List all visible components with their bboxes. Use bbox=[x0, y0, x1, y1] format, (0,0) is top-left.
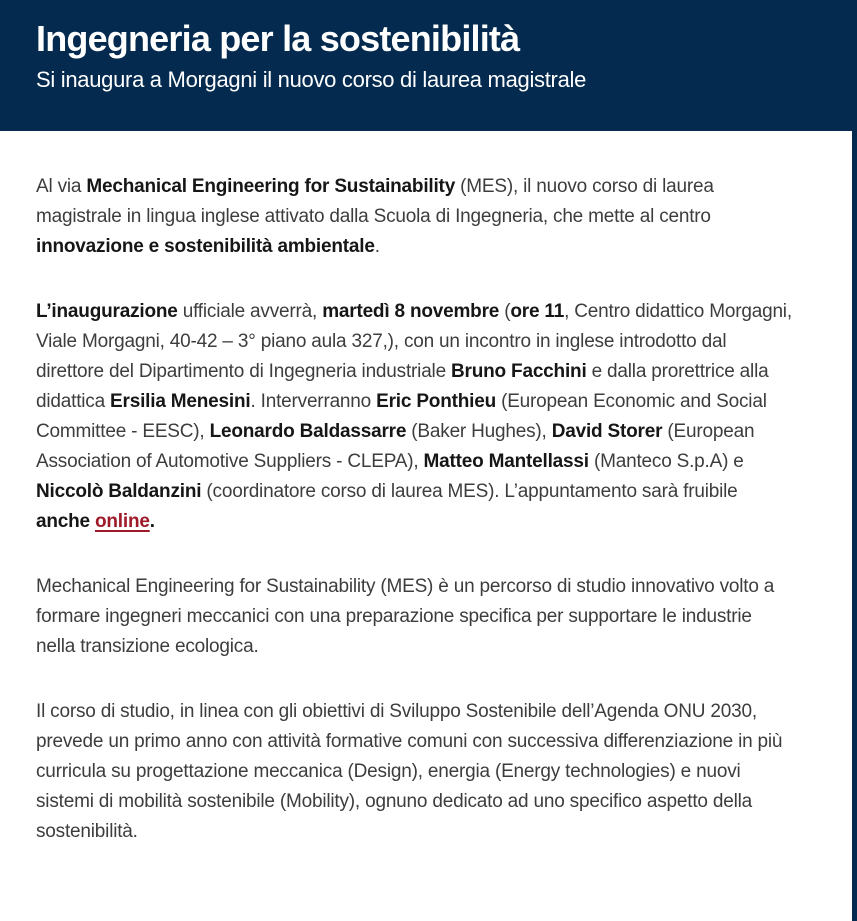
right-edge-accent bbox=[852, 0, 857, 921]
text-run: . bbox=[374, 236, 380, 257]
bold-text: Niccolò Baldanzini bbox=[36, 481, 202, 502]
page-title: Ingegneria per la sostenibilità bbox=[36, 18, 520, 59]
bold-text: . bbox=[149, 511, 155, 532]
text-run: (MES), il nuovo corso di laurea magistrale in lingua inglese attivato dalla Scuola di Ingegneria, che mette al centro bbox=[36, 176, 714, 227]
text-run: , Centro didattico Morgagni, Viale Morgagni, 40-42 – 3° piano aula 327,), con un incontro in inglese introdotto dal direttore del Dipartimento di Ingegneria industriale bbox=[36, 301, 792, 382]
bold-text: L’inaugurazione bbox=[36, 301, 178, 322]
text-run: (European Economic and Social Committee - EESC), bbox=[36, 391, 767, 442]
text-run: ufficiale avverrà, bbox=[177, 301, 323, 322]
text-run: (Baker Hughes), bbox=[406, 421, 552, 442]
text-run: (Manteco S.p.A) e bbox=[588, 451, 744, 472]
text-run: e dalla prorettrice alla didattica bbox=[36, 361, 769, 412]
text-run: . Interverranno bbox=[250, 391, 377, 412]
bold-text: Bruno Facchini bbox=[451, 361, 587, 382]
article-body bbox=[0, 131, 830, 847]
bold-text: David Storer bbox=[551, 421, 663, 442]
paragraph-1 bbox=[36, 172, 792, 262]
online-link[interactable]: online bbox=[95, 511, 150, 532]
article-header bbox=[0, 0, 857, 131]
bold-text: Matteo Mantellassi bbox=[423, 451, 589, 472]
paragraph-4 bbox=[36, 697, 792, 847]
bold-text: martedì 8 novembre bbox=[322, 301, 500, 322]
page-subtitle: Si inaugura a Morgagni il nuovo corso di laurea magistrale bbox=[36, 67, 587, 92]
text-run: ( bbox=[499, 301, 511, 322]
text-run: Mechanical Engineering for Sustainability (MES) è un percorso di studio innovativo volto a formare ingegneri meccanici con una preparazione specifica per supportare le industrie nella transizione ecologica. bbox=[36, 576, 775, 657]
bold-text: innovazione e sostenibilità ambientale bbox=[36, 236, 375, 257]
paragraph-3 bbox=[36, 572, 792, 662]
bold-text: ore 11 bbox=[510, 301, 565, 322]
paragraph-2 bbox=[36, 297, 792, 537]
bold-text: Mechanical Engineering for Sustainability bbox=[86, 176, 456, 197]
bold-text: Leonardo Baldassarre bbox=[209, 421, 407, 442]
text-run: (coordinatore corso di laurea MES). L’appuntamento sarà fruibile bbox=[201, 481, 738, 502]
text-run: (European Association of Automotive Suppliers - CLEPA), bbox=[36, 421, 755, 472]
bold-text: Eric Ponthieu bbox=[376, 391, 496, 412]
text-run: Al via bbox=[36, 176, 87, 197]
text-run: Il corso di studio, in linea con gli obiettivi di Sviluppo Sostenibile dell’Agenda ONU 2030, prevede un primo anno con attività formative comuni con successiva differenziazione in più curricula su progettazione meccanica (Design), energia (Energy technologies) e nuovi sistemi di mobilità sostenibile (Mobility), ognuno dedicato ad uno specifico aspetto della sostenibilità. bbox=[36, 701, 783, 842]
bold-text: anche bbox=[36, 511, 95, 532]
bold-text: Ersilia Menesini bbox=[110, 391, 251, 412]
